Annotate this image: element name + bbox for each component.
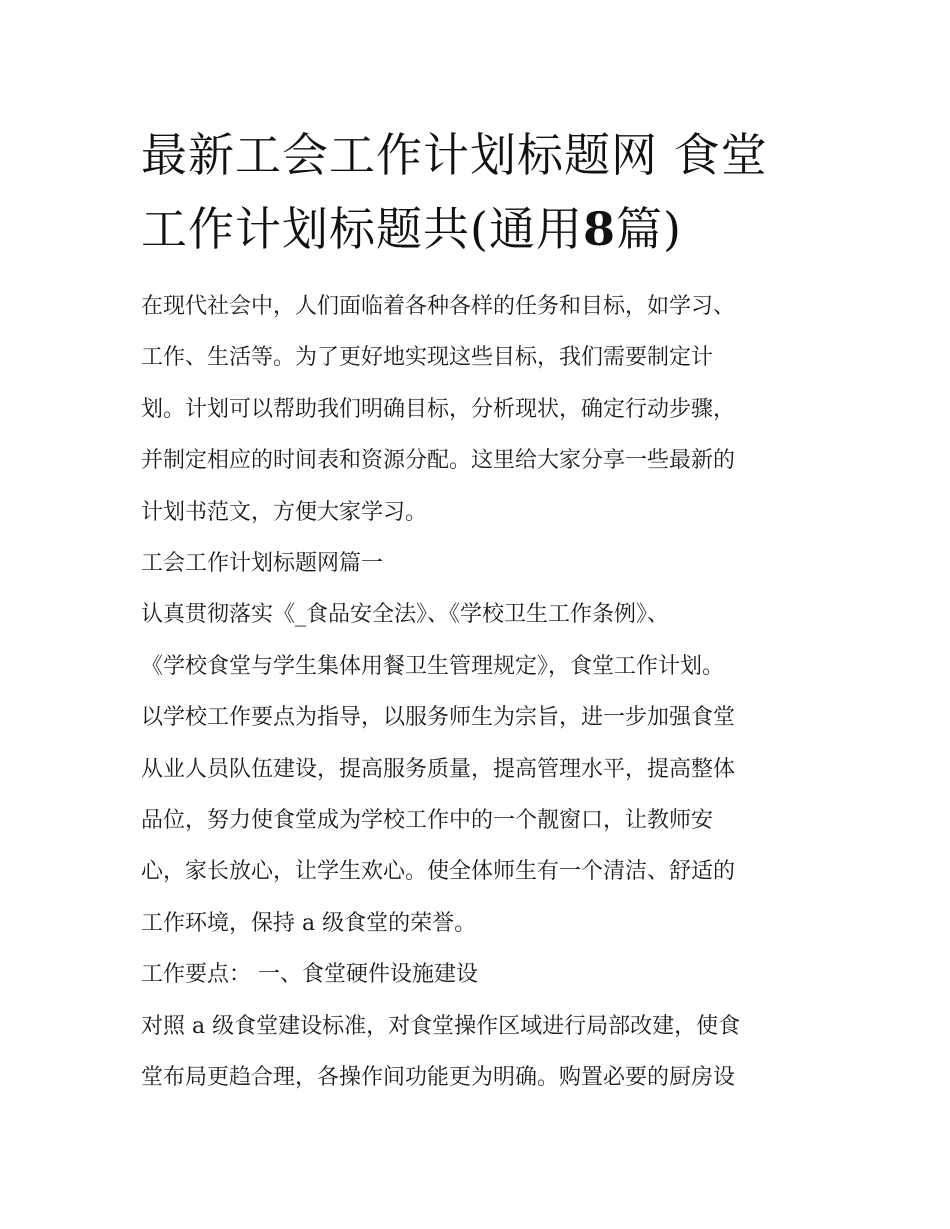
text-line: 《学校食堂与学生集体用餐卫生管理规定》，食堂工作计划。 bbox=[141, 653, 725, 679]
text-line: 品位，努力使食堂成为学校工作中的一个靓窗口，让教师安 bbox=[141, 808, 714, 834]
title-count: 8 bbox=[582, 202, 616, 256]
text-line: 在现代社会中，人们面临着各种各样的任务和目标，如学习、 bbox=[141, 294, 736, 319]
intro-paragraph bbox=[141, 281, 821, 538]
text-line: 以学校工作要点为指导，以服务师生为宗旨，进一步加强食堂 bbox=[141, 705, 736, 731]
title-line-2-suffix: 篇) bbox=[615, 202, 682, 256]
title-line-2 bbox=[141, 192, 821, 266]
section-paragraph bbox=[141, 589, 821, 949]
work-points-heading bbox=[141, 949, 821, 1000]
title-line-2-text: 工作计划标题共(通用 bbox=[141, 202, 583, 256]
section-heading bbox=[141, 538, 821, 589]
text-line: 划。计划可以帮助我们明确目标，分析现状，确定行动步骤， bbox=[141, 396, 736, 422]
text-line: 堂布局更趋合理，各操作间功能更为明确。购置必要的厨房设 bbox=[141, 1065, 736, 1091]
text-line: 心，家长放心，让学生欢心。使全体师生有一个清洁、舒适的 bbox=[141, 859, 736, 885]
text-line: 工作环境，保持 a 级食堂的荣誉。 bbox=[141, 910, 477, 936]
document-title bbox=[141, 118, 821, 266]
text-line: 并制定相应的时间表和资源分配。这里给大家分享一些最新的 bbox=[141, 448, 736, 474]
text-line: 认真贯彻落实《_食品安全法》、《学校卫生工作条例》、 bbox=[141, 602, 670, 628]
text-line: 计划书范文，方便大家学习。 bbox=[141, 499, 428, 525]
document-body bbox=[141, 281, 821, 1104]
text-line: 工会工作计划标题网篇一 bbox=[141, 551, 384, 577]
text-line: 从业人员队伍建设，提高服务质量，提高管理水平，提高整体 bbox=[141, 756, 736, 782]
text-line: 工作、生活等。为了更好地实现这些目标，我们需要制定计 bbox=[141, 345, 714, 371]
text-line: 对照 a 级食堂建设标准，对食堂操作区域进行局部改建，使食 bbox=[141, 1013, 741, 1039]
work-points-paragraph bbox=[141, 1001, 821, 1104]
text-line: 工作要点： 一、食堂硬件设施建设 bbox=[141, 962, 478, 988]
title-line-1: 最新工会工作计划标题网 食堂 bbox=[141, 128, 768, 182]
